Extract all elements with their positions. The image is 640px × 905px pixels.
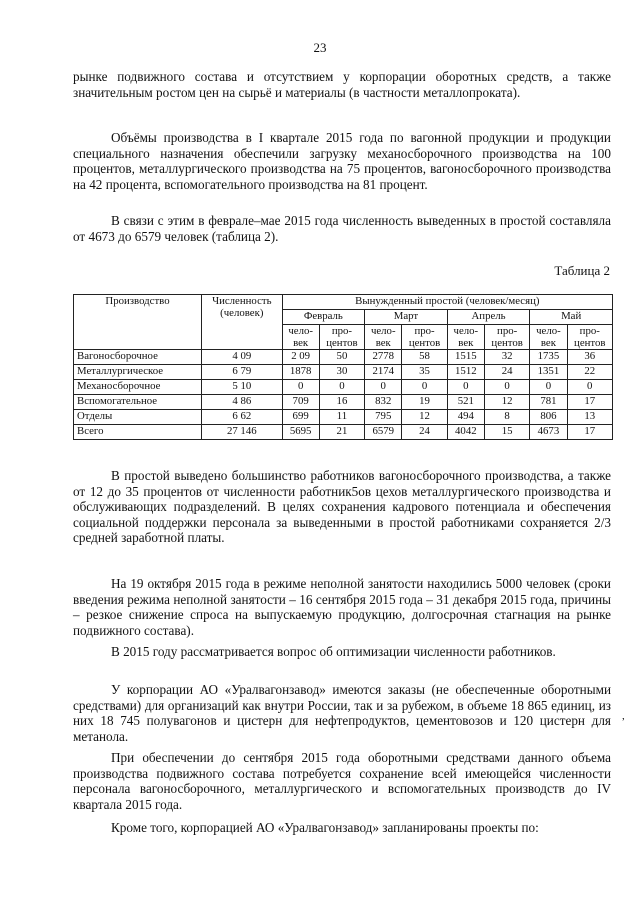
table-cell: 2778 <box>365 350 402 365</box>
table-cell: 16 <box>319 395 364 410</box>
table-cell: 2174 <box>365 365 402 380</box>
table-cell: 1878 <box>282 365 319 380</box>
table-cell: 24 <box>402 425 447 440</box>
paragraph-7: У корпорации АО «Уралвагонзавод» имеются заказы (не обеспеченные оборотными средствами) для организаций как внутри России, так и за рубежом, в объеме 18 865 единиц, из них 18 745 полувагонов и цистерн для нефтепродуктов, цементовозов и 120 цистерн для метанола. <box>73 682 611 744</box>
table-cell: 4 09 <box>202 350 283 365</box>
table-cell: 0 <box>402 380 447 395</box>
header-downtime: Вынужденный простой (человек/месяц) <box>282 295 612 310</box>
table-cell: 36 <box>567 350 612 365</box>
header-production: Производство <box>74 295 202 350</box>
row-label: Вагоносборочное <box>74 350 202 365</box>
table-cell: 17 <box>567 395 612 410</box>
table-cell: 4 86 <box>202 395 283 410</box>
table-cell: 1515 <box>447 350 484 365</box>
table-cell: 24 <box>484 365 529 380</box>
header-headcount: Численность (человек) <box>202 295 283 350</box>
table-row <box>74 410 613 425</box>
table-cell: 2 09 <box>282 350 319 365</box>
table-cell: 32 <box>484 350 529 365</box>
table-row <box>74 350 613 365</box>
table-cell: 0 <box>319 380 364 395</box>
table-cell: 521 <box>447 395 484 410</box>
paragraph-6: В 2015 году рассматривается вопрос об оптимизации численности работников. <box>111 644 556 659</box>
table-cell: 11 <box>319 410 364 425</box>
subheader-people: чело- век <box>365 325 402 350</box>
table-cell: 1351 <box>530 365 567 380</box>
table-cell: 19 <box>402 395 447 410</box>
paragraph-5: На 19 октября 2015 года в режиме неполной занятости находились 5000 человек (сроки введения режима неполной занятости – 16 сентября 2015 года – 31 декабря 2015 года, причины – резкое снижение спроса на выпускаемую продукцию, долгосрочная стагнация на рынке подвижного состава). <box>73 576 611 638</box>
paragraph-4: В простой выведено большинство работников вагоносборочного производства, а также от 12 до 35 процентов от численности работник5ов цехов металлургического производства и обслуживающих подразделений. В целях сохранения кадрового потенциала и обеспечения социальной поддержки персонала за выведенными в простой работниками сохраняется 2/3 средней заработной платы. <box>73 468 611 546</box>
subheader-percent: про- центов <box>402 325 447 350</box>
table-cell: 0 <box>567 380 612 395</box>
table-cell: 699 <box>282 410 319 425</box>
table-cell: 1735 <box>530 350 567 365</box>
table-cell: 5695 <box>282 425 319 440</box>
table-cell: 8 <box>484 410 529 425</box>
table-cell: 50 <box>319 350 364 365</box>
table-caption: Таблица 2 <box>554 263 610 278</box>
table-row <box>74 395 613 410</box>
table-cell: 832 <box>365 395 402 410</box>
table-cell: 58 <box>402 350 447 365</box>
table-cell: 22 <box>567 365 612 380</box>
header-month-april: Апрель <box>447 310 530 325</box>
table-cell: 0 <box>365 380 402 395</box>
table-cell: 0 <box>447 380 484 395</box>
table-cell: 15 <box>484 425 529 440</box>
table-cell: 1512 <box>447 365 484 380</box>
table-cell: 0 <box>530 380 567 395</box>
table-cell: 4673 <box>530 425 567 440</box>
paragraph-8: При обеспечении до сентября 2015 года оборотными средствами данного объема производства подвижного состава потребуется сохранение всей имеющейся численности персонала вагоносборочного, металлургического и вспомогательных производств до IV квартала 2015 года. <box>73 750 611 812</box>
row-label: Вспомогательное <box>74 395 202 410</box>
table-cell: 12 <box>402 410 447 425</box>
paragraph-9: Кроме того, корпорацией АО «Уралвагонзавод» запланированы проекты по: <box>111 820 539 835</box>
table-cell: 27 146 <box>202 425 283 440</box>
header-month-march: Март <box>365 310 448 325</box>
paragraph-1: рынке подвижного состава и отсутствием у корпорации оборотных средств, а также значительным ростом цен на сырьё и материалы (в частности металлопроката). <box>73 69 611 100</box>
table-cell: 6 79 <box>202 365 283 380</box>
table-cell: 5 10 <box>202 380 283 395</box>
table-cell: 494 <box>447 410 484 425</box>
table-row <box>74 365 613 380</box>
row-label: Металлургическое <box>74 365 202 380</box>
table-cell: 30 <box>319 365 364 380</box>
row-label: Механосборочное <box>74 380 202 395</box>
table-cell: 6579 <box>365 425 402 440</box>
table-cell: 12 <box>484 395 529 410</box>
subheader-percent: про- центов <box>484 325 529 350</box>
row-label: Всего <box>74 425 202 440</box>
margin-mark: , <box>622 710 625 722</box>
table-cell: 4042 <box>447 425 484 440</box>
table-cell: 709 <box>282 395 319 410</box>
paragraph-2: Объёмы производства в I квартале 2015 года по вагонной продукции и продукции специального назначения обеспечили загрузку механосборочного производства на 100 процентов, металлургического производства на 75 процентов, вагоносборочного производства на 42 процента, вспомогательного производства на 81 процент. <box>73 130 611 192</box>
row-label: Отделы <box>74 410 202 425</box>
table-cell: 781 <box>530 395 567 410</box>
subheader-percent: про- центов <box>319 325 364 350</box>
table-cell: 17 <box>567 425 612 440</box>
table-cell: 6 62 <box>202 410 283 425</box>
table-cell: 806 <box>530 410 567 425</box>
subheader-people: чело- век <box>530 325 567 350</box>
table-cell: 13 <box>567 410 612 425</box>
downtime-table <box>73 294 613 440</box>
paragraph-3: В связи с этим в феврале–мае 2015 года численность выведенных в простой составляла от 4673 до 6579 человек (таблица 2). <box>73 213 611 244</box>
subheader-people: чело- век <box>447 325 484 350</box>
subheader-people: чело- век <box>282 325 319 350</box>
table-cell: 0 <box>484 380 529 395</box>
table-row-total <box>74 425 613 440</box>
page-number: 23 <box>313 40 327 55</box>
header-month-may: Май <box>530 310 613 325</box>
table-cell: 795 <box>365 410 402 425</box>
table-row <box>74 380 613 395</box>
table-cell: 0 <box>282 380 319 395</box>
header-month-february: Февраль <box>282 310 365 325</box>
table-cell: 35 <box>402 365 447 380</box>
subheader-percent: про- центов <box>567 325 612 350</box>
table-cell: 21 <box>319 425 364 440</box>
